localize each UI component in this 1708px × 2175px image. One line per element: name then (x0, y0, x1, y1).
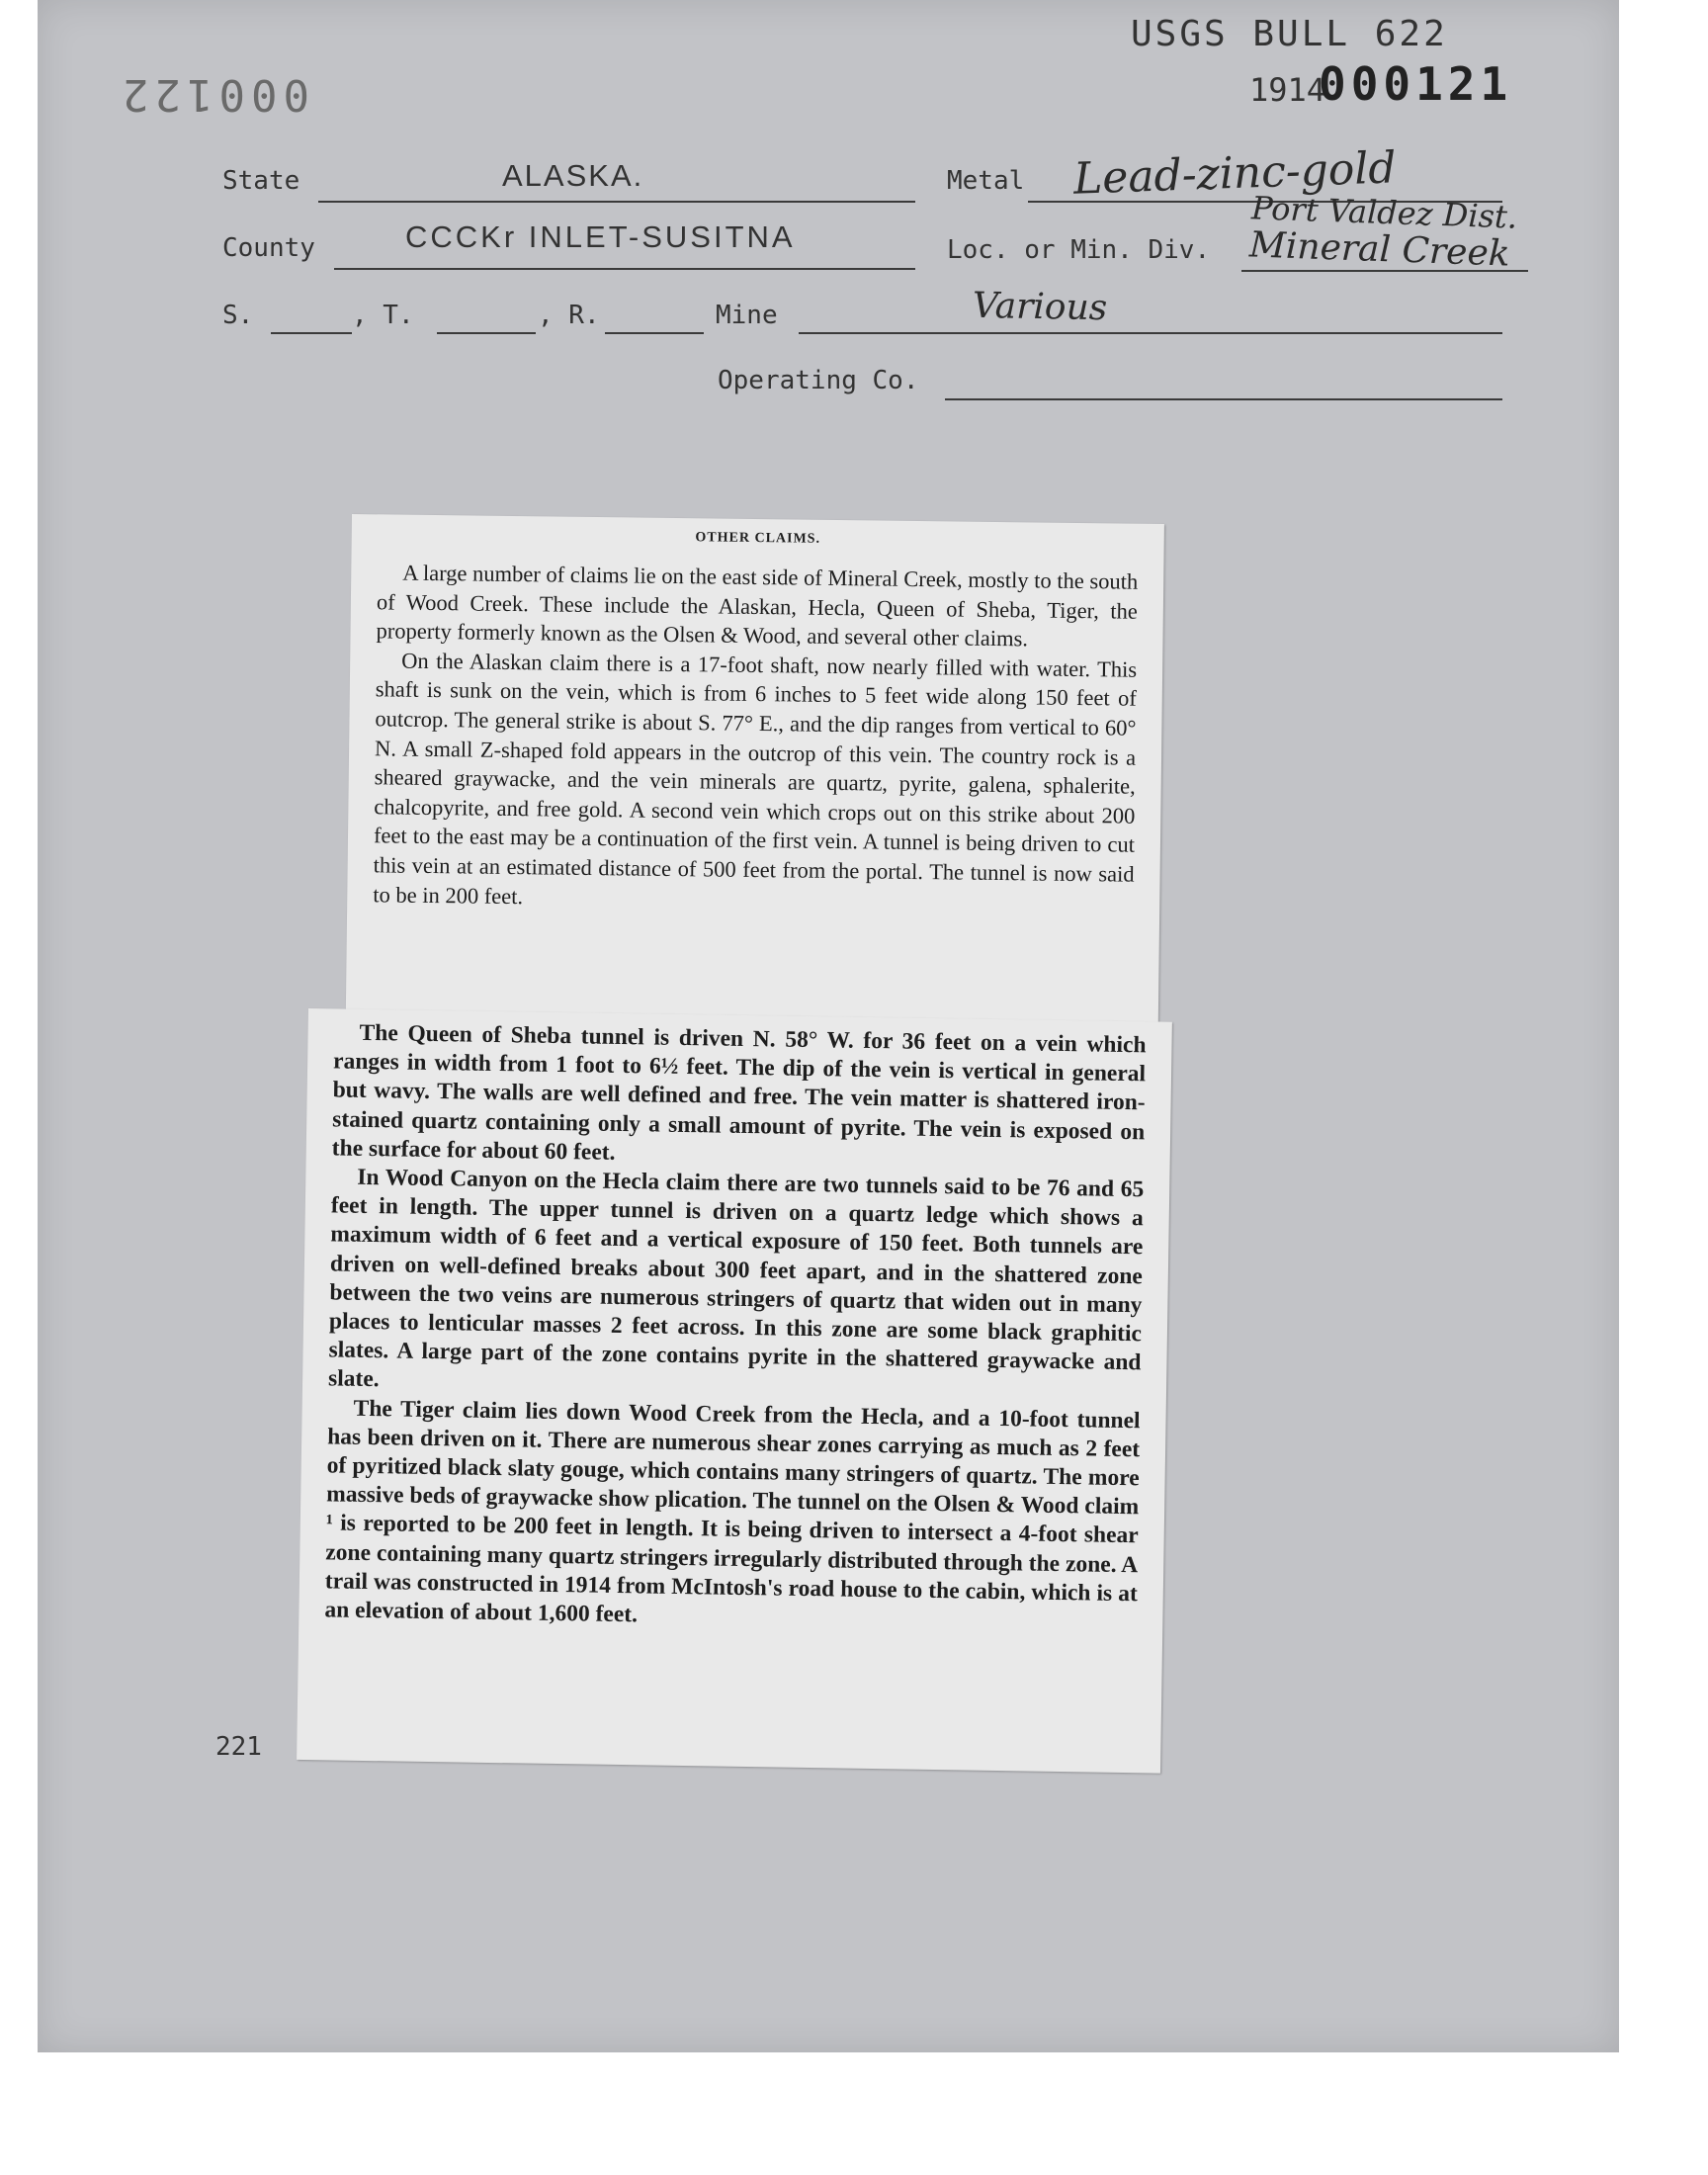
clipping-other-claims (346, 514, 1164, 1023)
section-label: S. (222, 301, 254, 330)
metal-value: Lead-zinc-gold (1072, 142, 1398, 205)
township-label: , T. (352, 301, 414, 330)
county-label: County (222, 233, 315, 263)
mine-label: Mine (716, 301, 778, 330)
paragraph: On the Alaskan claim there is a 17-foot shaft, now nearly filled with water. This shaft is sunk on the vein, which is from 6 inches to 5 feet wide along 150 feet of outcrop. The general strike is about S. 77° E., and the dip ranges from vertical to 60° N. A small Z-shaped fold appears in the outcrop of this vein. The country rock is a sheared graywacke, and the vein minerals are quartz, pyrite, galena, sphalerite, chalcopyrite, and free gold. A second vein which crops out on this strike about 200 feet to the east may be a continuation of the first vein. A tunnel is being driven to cut this vein at an estimated distance of 500 feet from the portal. The tunnel is now said to be in 200 feet. (373, 648, 1138, 909)
range-label: , R. (538, 301, 600, 330)
state-value: ALASKA. (502, 158, 644, 193)
loc-value-district: Port Valdez Dist. (1250, 189, 1518, 236)
paragraph: A large number of claims lie on the east side of Mineral Creek, mostly to the south of Wood Creek. These include the Alaskan, Hecla, Queen of Sheba, Tiger, the property formerly known as the Olsen & Wood, and several other claims. (376, 560, 1139, 652)
clipping-title: OTHER CLAIMS. (695, 530, 821, 547)
loc-value-creek: Mineral Creek (1248, 224, 1511, 275)
county-line (334, 268, 915, 270)
operating-co-label: Operating Co. (718, 366, 919, 395)
mine-value: Various (972, 285, 1108, 329)
paragraph: The Tiger claim lies down Wood Creek from the Hecla, and a 10-foot tunnel has been driven on it. There are numerous shear zones carrying as much as 2 feet of pyritized black slaty gouge, which contains many stringers of quartz. The more massive beds of graywacke show plication. The tunnel on the Olsen & Wood claim ¹ is reported to be 200 feet in length. It is being driven to intersect a 4-foot shear zone containing many quartz stringers irregularly distributed through the zone. A trail was constructed in 1914 from McIntosh's road house to the cabin, which is at an elevation of about 1,600 feet. (324, 1395, 1141, 1628)
year-stamp: 1914 (1249, 71, 1326, 109)
mine-line (799, 332, 1502, 334)
clipping-claims-continued (297, 1008, 1172, 1774)
county-value: CCCKr INLET-SUSITNA (405, 219, 796, 254)
paragraph: The Queen of Sheba tunnel is driven N. 58° W. for 36 feet on a vein which ranges in width from 1 foot to 6½ feet. The dip of the vein is vertical in general but wavy. The walls are well defined and free. The vein matter is shattered iron-stained quartz containing only a small amount of pyrite. The vein is exposed on the surface for about 60 feet. (331, 1019, 1147, 1166)
township-line (437, 332, 536, 334)
loc-label: Loc. or Min. Div. (947, 235, 1211, 265)
operating-co-line (945, 398, 1502, 400)
paragraph: In Wood Canyon on the Hecla claim there are two tunnels said to be 76 and 65 feet in length. The upper tunnel is driven on a quartz ledge which shows a maximum width of 6 feet and a vertical exposure of 150 feet. Both tunnels are driven on well-defined breaks about 300 feet apart, and in the shattered zone between the two veins are numerous stringers of quartz that widen out in many places to lenticular masses 2 feet across. In this zone are some black graphitic slates. A large part of the zone contains pyrite in the shattered graywacke and slate. (327, 1164, 1145, 1393)
inverted-number-stamp: 000122 (117, 69, 309, 120)
state-label: State (222, 166, 300, 196)
record-number-stamp: 000121 (1319, 57, 1513, 111)
page-number: 221 (215, 1732, 262, 1762)
bulletin-stamp: USGS BULL 622 (1131, 14, 1448, 54)
metal-label: Metal (947, 166, 1025, 196)
state-line (318, 201, 915, 203)
range-line (605, 332, 704, 334)
section-line (271, 332, 352, 334)
